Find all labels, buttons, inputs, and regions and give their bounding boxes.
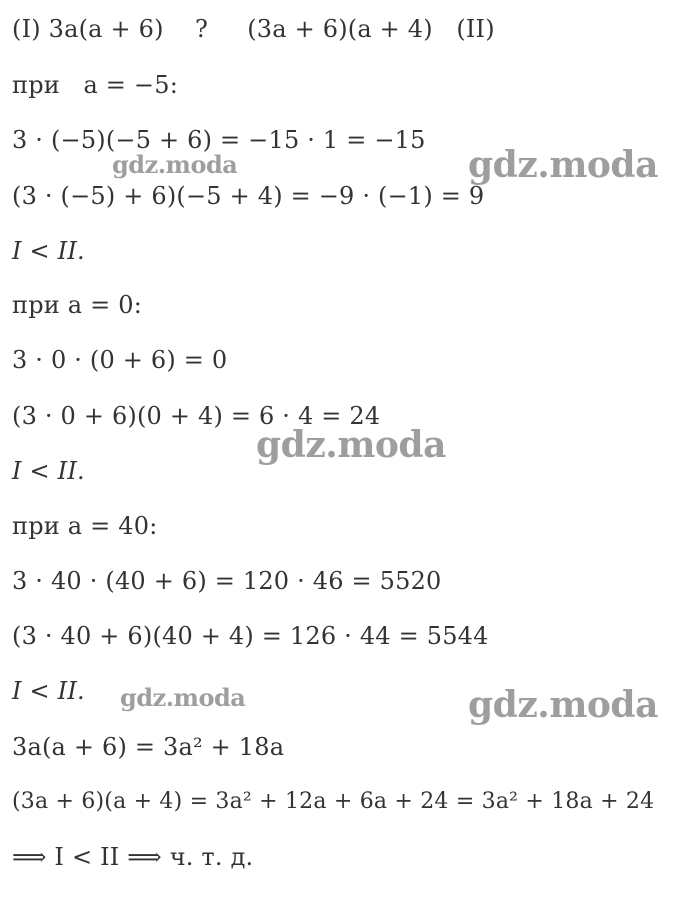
expansion-ii: (3a + 6)(a + 4) = 3a² + 12a + 6a + 24 = 3a² + 18a + 24 [12, 789, 655, 814]
watermark-logo: gdz.moda [256, 424, 446, 466]
expansion-i: 3a(a + 6) = 3a² + 18a [12, 733, 285, 761]
case-header-a-40: при a = 40: [12, 512, 158, 540]
case-header-a-0: при a = 0: [12, 291, 143, 319]
watermark-logo: gdz.moda [112, 150, 238, 179]
expression-i-at-0: 3 · 0 · (0 + 6) = 0 [12, 346, 228, 374]
conclusion-3: I < II. [12, 677, 85, 705]
comparison-statement: (I) 3a(a + 6) ? (3a + 6)(a + 4) (II) [12, 15, 495, 43]
expression-ii-at-0: (3 · 0 + 6)(0 + 4) = 6 · 4 = 24 [12, 402, 381, 430]
conclusion-1: I < II. [12, 237, 85, 265]
expression-i-at-40: 3 · 40 · (40 + 6) = 120 · 46 = 5520 [12, 567, 442, 595]
watermark-logo: gdz.moda [468, 684, 658, 726]
conclusion-2: I < II. [12, 457, 85, 485]
expression-ii-at-40: (3 · 40 + 6)(40 + 4) = 126 · 44 = 5544 [12, 622, 489, 650]
final-conclusion: ⟹ I < II ⟹ ч. т. д. [12, 843, 254, 871]
expression-ii-at-minus-5: (3 · (−5) + 6)(−5 + 4) = −9 · (−1) = 9 [12, 182, 485, 210]
case-header-a-minus-5: при a = −5: [12, 71, 178, 99]
watermark-logo: gdz.moda [120, 683, 246, 712]
watermark-logo: gdz.moda [468, 144, 658, 186]
expression-i-at-minus-5: 3 · (−5)(−5 + 6) = −15 · 1 = −15 [12, 126, 426, 154]
